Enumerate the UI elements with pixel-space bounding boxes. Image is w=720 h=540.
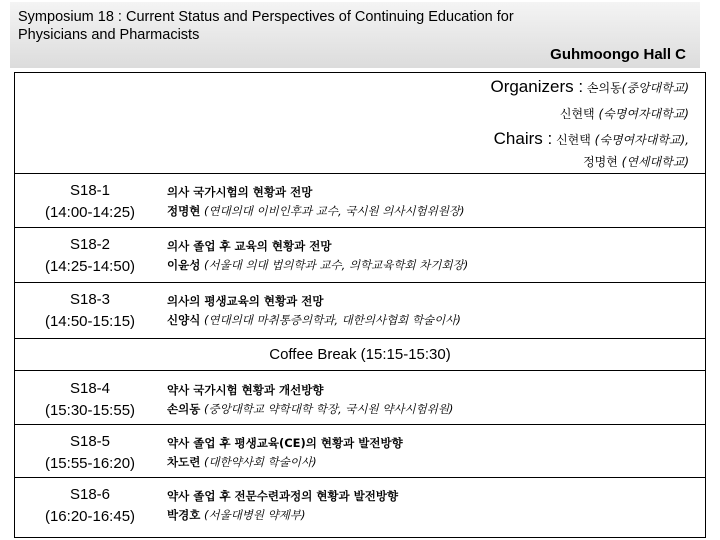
- session-time: (14:50-15:15): [44, 313, 136, 330]
- session-row: [15, 372, 705, 423]
- session-topic: 약사 졸업 후 전문수련과정의 현황과 발전방향: [167, 489, 399, 503]
- speaker-affiliation: (대한약사회 학술이사): [203, 455, 317, 469]
- session-topic: 약사 졸업 후 평생교육(CE)의 현황과 발전방향: [167, 436, 403, 450]
- session-time: (14:00-14:25): [44, 204, 136, 221]
- coffee-break: Coffee Break (15:15-15:30): [269, 346, 451, 363]
- speaker-name: 정명현: [167, 204, 201, 218]
- session-row: [15, 425, 705, 476]
- session-topic: 의사 졸업 후 교육의 현황과 전망: [167, 239, 332, 253]
- session-speaker: [167, 453, 317, 471]
- session-id: S18-2: [69, 236, 111, 253]
- session-id-time: [15, 484, 165, 528]
- session-row: [15, 478, 705, 529]
- chair-affiliation: (숙명여자대학교),: [594, 133, 689, 147]
- session-speaker: [167, 400, 453, 418]
- chairs-line-2: [583, 153, 689, 170]
- speaker-affiliation: (중앙대학교 약학대학 학장, 국시원 약사시험위원): [203, 402, 454, 416]
- session-row: [15, 174, 705, 225]
- session-row: [15, 283, 705, 334]
- session-id-time: [15, 378, 165, 422]
- organizers-line-1: [490, 77, 689, 97]
- session-id-time: [15, 180, 165, 224]
- organizer-name: 신현택: [559, 107, 595, 121]
- session-row: [15, 228, 705, 279]
- hall-name: Guhmoongo Hall C: [550, 46, 686, 63]
- chair-affiliation: (연세대학교): [621, 155, 689, 169]
- organizers-line-2: [560, 105, 689, 122]
- session-id-time: [15, 234, 165, 278]
- chairs-label: Chairs :: [493, 129, 553, 148]
- session-id: S18-3: [69, 291, 111, 308]
- organizers-label: Organizers :: [490, 77, 584, 96]
- chair-name: 정명현: [583, 155, 618, 169]
- chairs-line-1: [494, 129, 689, 149]
- session-speaker: [167, 256, 468, 274]
- divider: [14, 338, 706, 339]
- session-id-time: [15, 431, 165, 475]
- organizer-name: 손의동: [586, 81, 622, 95]
- divider: [14, 370, 706, 371]
- session-id: S18-1: [69, 182, 111, 199]
- organizer-affiliation: (숙명여자대학교): [598, 107, 689, 121]
- session-speaker: [167, 506, 305, 524]
- speaker-name: 차도련: [167, 455, 201, 469]
- speaker-affiliation: (서울대병원 약제부): [203, 508, 306, 522]
- speaker-affiliation: (연대의대 마취통증의학과, 대한의사협회 학술이사): [203, 313, 461, 327]
- session-time: (14:25-14:50): [44, 258, 136, 275]
- chair-name: 신현택: [556, 133, 591, 147]
- speaker-name: 이윤성: [167, 258, 201, 272]
- speaker-name: 박경호: [167, 508, 201, 522]
- speaker-affiliation: (연대의대 이비인후과 교수, 국시원 의사시험위원장): [203, 204, 465, 218]
- session-id: S18-5: [69, 433, 111, 450]
- speaker-name: 신양식: [167, 313, 201, 327]
- page-title: Symposium 18 : Current Status and Perspectives of Continuing Education for Physicians and Pharmacists: [18, 9, 514, 43]
- speaker-affiliation: (서울대 의대 법의학과 교수, 의학교육학회 차기회장): [203, 258, 469, 272]
- session-topic: 의사의 평생교육의 현황과 전망: [167, 294, 324, 308]
- session-speaker: [167, 202, 465, 220]
- speaker-name: 손의동: [167, 402, 201, 416]
- session-topic: 약사 국가시험 현황과 개선방향: [167, 383, 324, 397]
- session-topic: 의사 국가시험의 현황과 전망: [167, 185, 313, 199]
- session-time: (16:20-16:45): [44, 508, 136, 525]
- session-id: S18-4: [69, 380, 111, 397]
- session-speaker: [167, 311, 461, 329]
- session-time: (15:55-16:20): [44, 455, 136, 472]
- session-id: S18-6: [69, 486, 111, 503]
- organizer-affiliation: (중앙대학교): [621, 81, 689, 95]
- session-time: (15:30-15:55): [44, 402, 136, 419]
- session-id-time: [15, 289, 165, 333]
- organizers-block: [15, 73, 705, 173]
